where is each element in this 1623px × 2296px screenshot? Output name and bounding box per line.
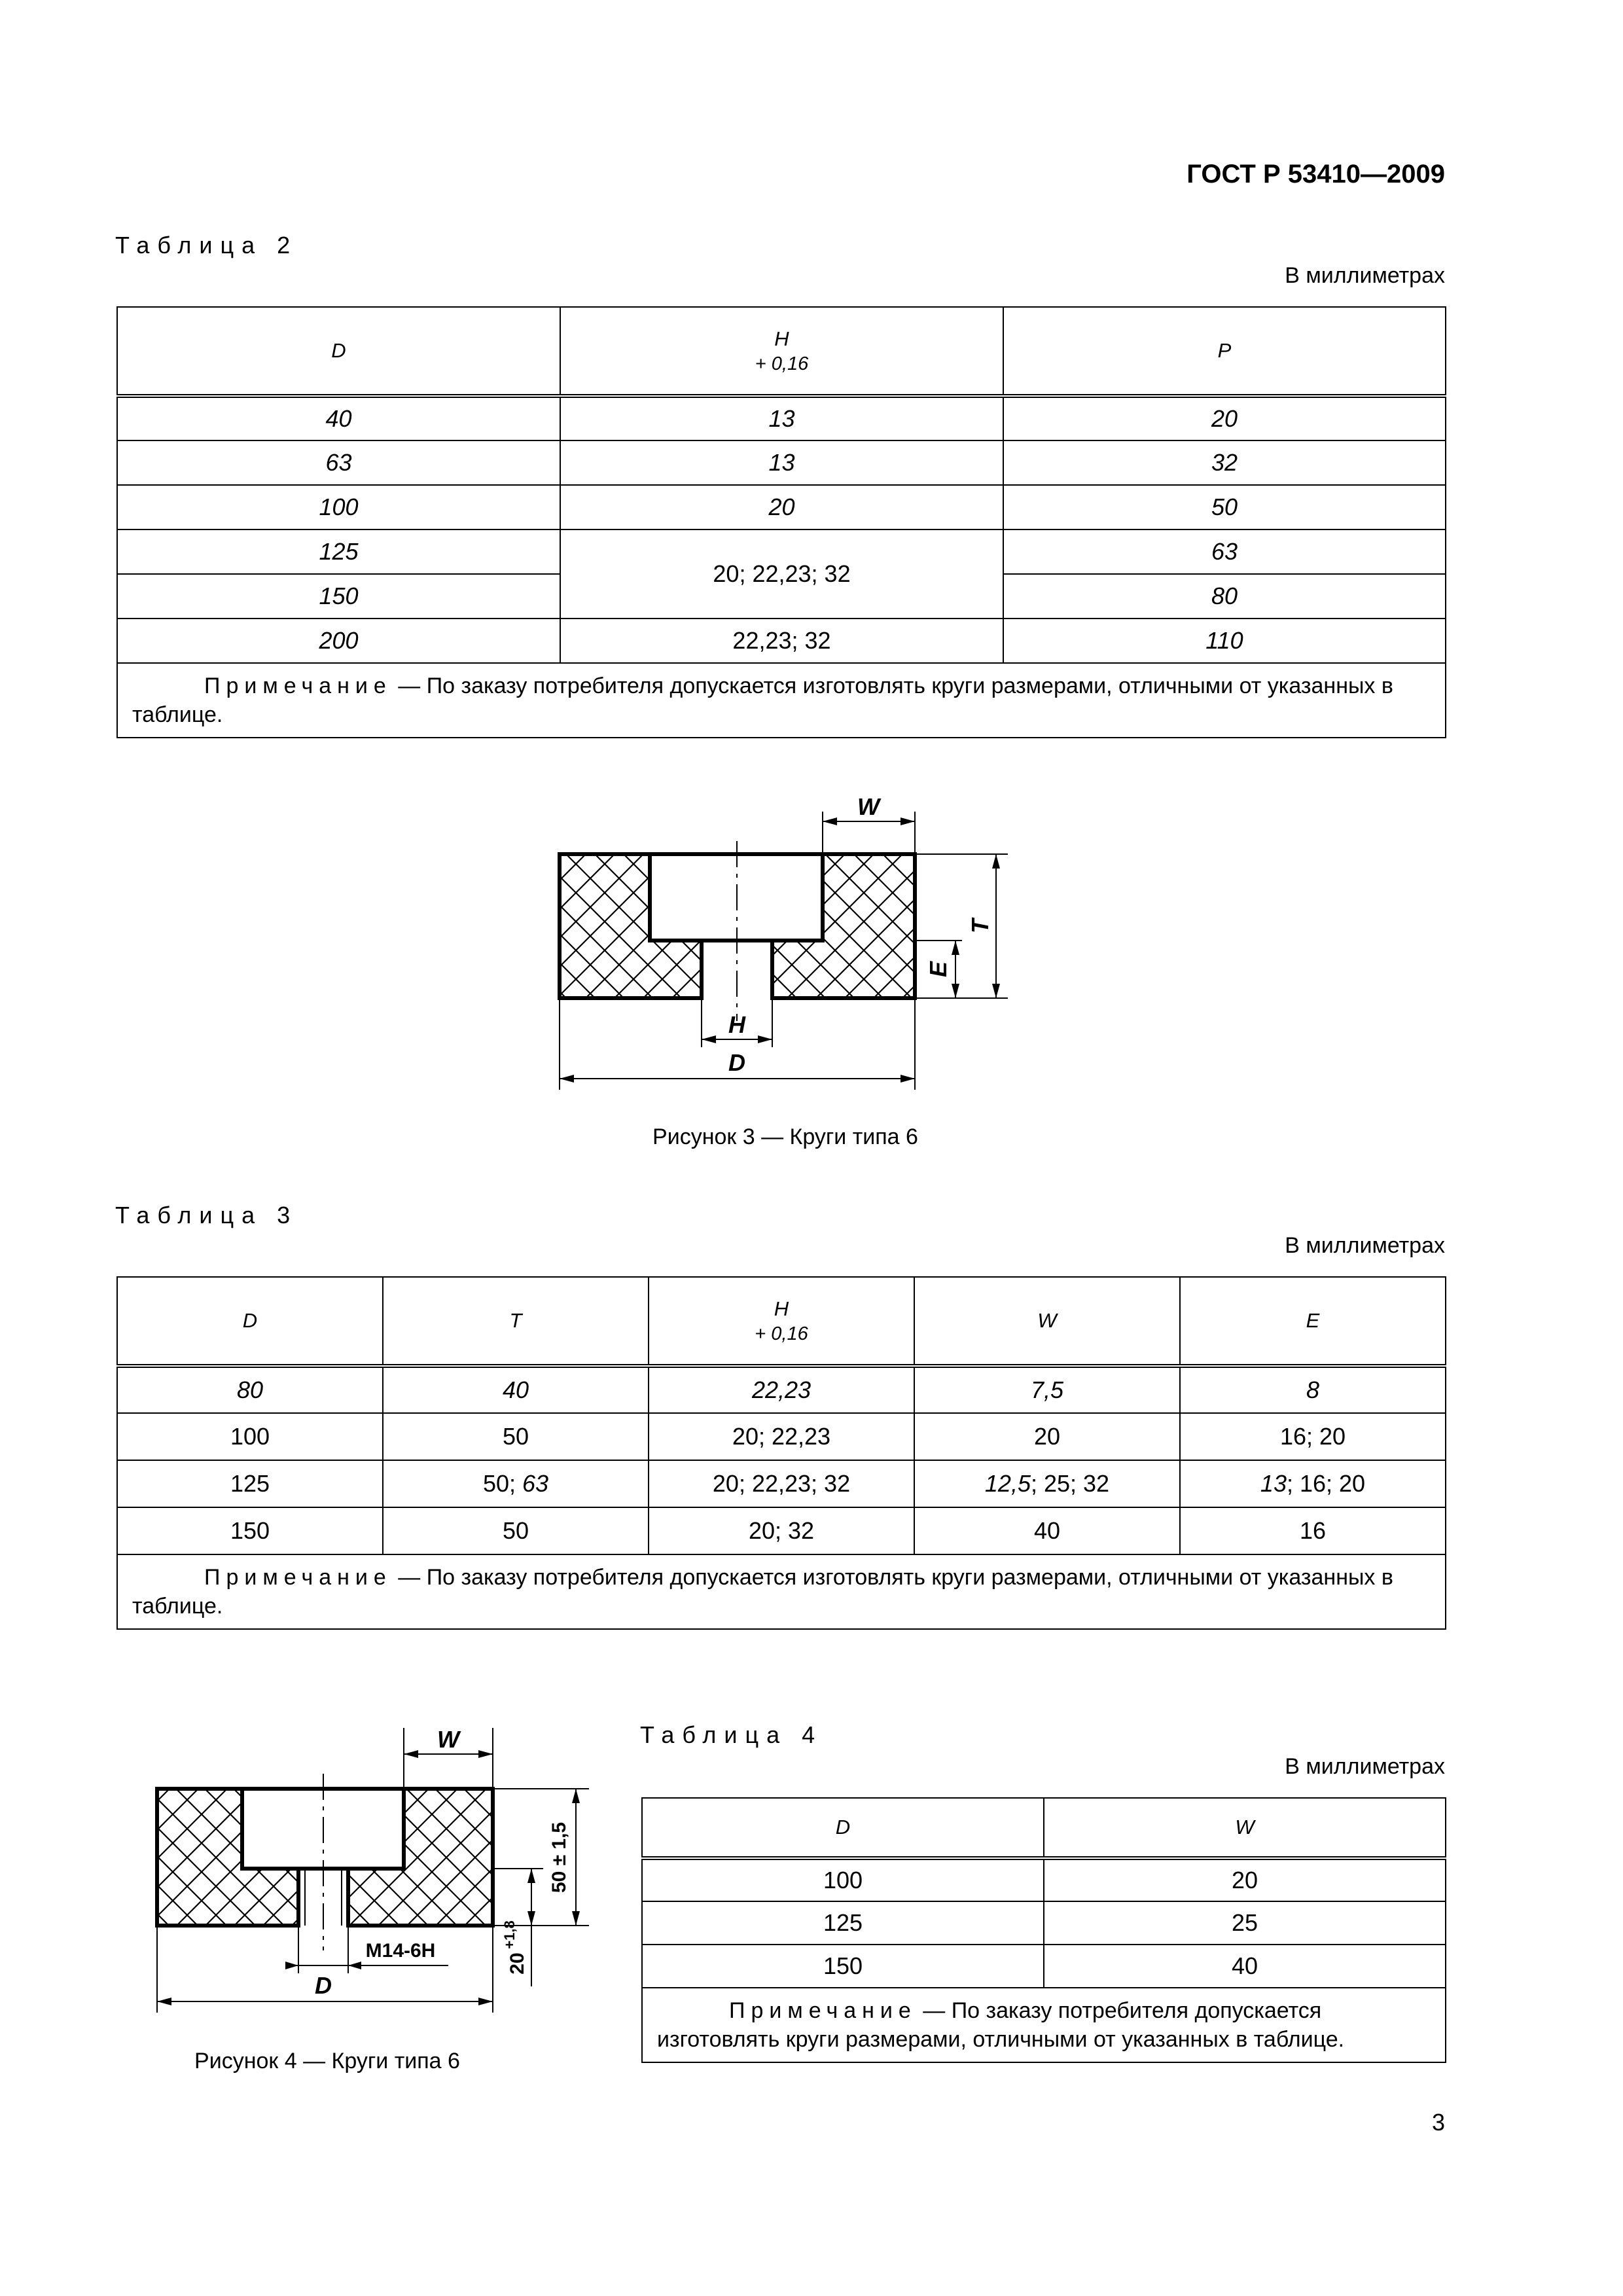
note-lead: Примечание bbox=[729, 1998, 917, 2023]
figure3-label-h: H bbox=[728, 1011, 745, 1038]
table3-cell: 20 bbox=[914, 1413, 1180, 1460]
table2-cell: 40 bbox=[117, 396, 560, 440]
table4-cell: 40 bbox=[1044, 1945, 1446, 1988]
table3-header-w: W bbox=[914, 1277, 1180, 1366]
table3-cell-italic-part: 63 bbox=[522, 1470, 549, 1497]
table2-header-h-tolerance: + 0,16 bbox=[755, 353, 809, 374]
table3-cell: 20; 32 bbox=[649, 1507, 914, 1554]
table4-label: Таблица 4 bbox=[640, 1721, 823, 1748]
figure3-label-w: W bbox=[857, 793, 880, 820]
table-row bbox=[117, 485, 1446, 529]
table3-note-row bbox=[117, 1554, 1446, 1629]
table3-header-h-tolerance: + 0,16 bbox=[755, 1323, 808, 1344]
figure4-right-section bbox=[348, 1789, 493, 1926]
table3-cell: 8 bbox=[1180, 1366, 1446, 1413]
figure4-caption: Рисунок 4 — Круги типа 6 bbox=[194, 2049, 460, 2073]
note-lead: Примечание bbox=[204, 673, 392, 698]
table3-cell: 80 bbox=[117, 1366, 383, 1413]
table3-cell-italic-part: 13 bbox=[1260, 1470, 1287, 1497]
note-text: — По заказу потребителя допускается изготовлять круги размерами, отличными от указанных в таблице. bbox=[657, 1998, 1345, 2052]
table-row bbox=[117, 1507, 1446, 1554]
table2-cell: 20 bbox=[560, 485, 1003, 529]
table2-cell: 63 bbox=[117, 440, 560, 485]
table2-cell: 125 bbox=[117, 529, 560, 574]
table2 bbox=[116, 306, 1446, 738]
table3-cell: 40 bbox=[383, 1366, 649, 1413]
table2-cell: 22,23; 32 bbox=[560, 619, 1003, 663]
table3-header-row bbox=[117, 1277, 1446, 1366]
table-row bbox=[642, 1901, 1446, 1945]
table3-label: Таблица 3 bbox=[115, 1202, 298, 1229]
table-row bbox=[117, 1460, 1446, 1507]
document-header: ГОСТ Р 53410—2009 bbox=[1186, 160, 1445, 188]
table3-cell bbox=[383, 1460, 649, 1507]
table3-cell: 40 bbox=[914, 1507, 1180, 1554]
table2-label: Таблица 2 bbox=[115, 232, 298, 259]
figure3-label-t: T bbox=[967, 919, 993, 933]
table3-cell: 16 bbox=[1180, 1507, 1446, 1554]
table2-header-h-label: H bbox=[774, 327, 789, 350]
table3-header-t: T bbox=[383, 1277, 649, 1366]
figure4-hub-label-group bbox=[501, 1920, 528, 1974]
table2-header-p: P bbox=[1003, 307, 1446, 396]
table2-note bbox=[117, 663, 1446, 738]
table3-cell-part: 50; bbox=[482, 1470, 522, 1497]
table2-cell: 63 bbox=[1003, 529, 1446, 574]
note-text: — По заказу потребителя допускается изготовлять круги размерами, отличными от указанных в таблице. bbox=[132, 1565, 1393, 1619]
table3-cell-italic-part: 12,5 bbox=[984, 1470, 1031, 1497]
table2-cell: 100 bbox=[117, 485, 560, 529]
table-row bbox=[642, 1945, 1446, 1988]
table2-cell: 32 bbox=[1003, 440, 1446, 485]
table4-cell: 25 bbox=[1044, 1901, 1446, 1945]
table2-cell: 80 bbox=[1003, 574, 1446, 619]
table3-cell: 125 bbox=[117, 1460, 383, 1507]
note-lead: Примечание bbox=[204, 1565, 392, 1590]
page-number: 3 bbox=[1431, 2109, 1445, 2136]
table3-note bbox=[117, 1554, 1446, 1629]
table3-header-e: E bbox=[1180, 1277, 1446, 1366]
table4 bbox=[641, 1797, 1446, 2063]
table-row bbox=[117, 619, 1446, 663]
table4-cell: 150 bbox=[642, 1945, 1044, 1988]
figure3-label-d: D bbox=[728, 1049, 745, 1076]
figure4-label-height: 50 ± 1,5 bbox=[548, 1821, 570, 1893]
figure4-label-d: D bbox=[315, 1972, 332, 1999]
table4-note bbox=[642, 1988, 1446, 2062]
table2-cell: 13 bbox=[560, 440, 1003, 485]
table4-header-w: W bbox=[1044, 1798, 1446, 1858]
table4-header-d: D bbox=[642, 1798, 1044, 1858]
table3-cell: 20; 22,23; 32 bbox=[649, 1460, 914, 1507]
figure3-label-e: E bbox=[925, 961, 952, 978]
figure4-label-hub: 20 bbox=[507, 1952, 528, 1975]
note-text: — По заказу потребителя допускается изготовлять круги размерами, отличными от указанных в таблице. bbox=[132, 673, 1393, 727]
table3-units: В миллиметрах bbox=[1285, 1233, 1445, 1258]
table3-cell: 50 bbox=[383, 1413, 649, 1460]
table2-cell: 200 bbox=[117, 619, 560, 663]
table2-cell-merged: 20; 22,23; 32 bbox=[560, 529, 1003, 619]
table-row bbox=[117, 529, 1446, 574]
figure3-caption: Рисунок 3 — Круги типа 6 bbox=[652, 1124, 918, 1149]
figure3-left-section bbox=[560, 854, 702, 998]
table3-header-h bbox=[649, 1277, 914, 1366]
figure4-label-hub-tolerance: +1,8 bbox=[501, 1920, 518, 1949]
table-row bbox=[117, 1366, 1446, 1413]
table2-units: В миллиметрах bbox=[1285, 263, 1445, 288]
table2-cell: 20 bbox=[1003, 396, 1446, 440]
figure3-right-section bbox=[772, 854, 915, 998]
table2-cell: 110 bbox=[1003, 619, 1446, 663]
table3-cell bbox=[914, 1460, 1180, 1507]
table2-header-row bbox=[117, 307, 1446, 396]
table3 bbox=[116, 1276, 1446, 1630]
table2-note-row bbox=[117, 663, 1446, 738]
table3-cell: 50 bbox=[383, 1507, 649, 1554]
figure4-left-section bbox=[157, 1789, 298, 1926]
figure4-label-thread: M14-6H bbox=[365, 1940, 436, 1962]
table2-cell: 50 bbox=[1003, 485, 1446, 529]
table3-cell: 22,23 bbox=[649, 1366, 914, 1413]
table4-cell: 125 bbox=[642, 1901, 1044, 1945]
table3-cell-part: ; 25; 32 bbox=[1030, 1470, 1110, 1497]
table4-units: В миллиметрах bbox=[1285, 1754, 1445, 1779]
table3-cell: 7,5 bbox=[914, 1366, 1180, 1413]
table3-cell: 150 bbox=[117, 1507, 383, 1554]
table3-cell: 100 bbox=[117, 1413, 383, 1460]
figure3-drawing bbox=[524, 785, 1099, 1100]
table2-cell: 150 bbox=[117, 574, 560, 619]
table-row bbox=[642, 1858, 1446, 1901]
table3-header-h-label: H bbox=[774, 1297, 789, 1320]
table3-cell bbox=[1180, 1460, 1446, 1507]
table2-header-d: D bbox=[117, 307, 560, 396]
figure4-drawing bbox=[131, 1708, 615, 2022]
table-row bbox=[117, 1413, 1446, 1460]
table3-cell-part: ; 16; 20 bbox=[1286, 1470, 1366, 1497]
table4-header-row bbox=[642, 1798, 1446, 1858]
table2-header-h bbox=[560, 307, 1003, 396]
table3-header-d: D bbox=[117, 1277, 383, 1366]
table4-cell: 20 bbox=[1044, 1858, 1446, 1901]
table4-cell: 100 bbox=[642, 1858, 1044, 1901]
table3-cell: 16; 20 bbox=[1180, 1413, 1446, 1460]
figure4-label-w: W bbox=[437, 1726, 459, 1753]
table2-cell: 13 bbox=[560, 396, 1003, 440]
table4-note-row bbox=[642, 1988, 1446, 2062]
table-row bbox=[117, 440, 1446, 485]
table-row bbox=[117, 396, 1446, 440]
table3-cell: 20; 22,23 bbox=[649, 1413, 914, 1460]
